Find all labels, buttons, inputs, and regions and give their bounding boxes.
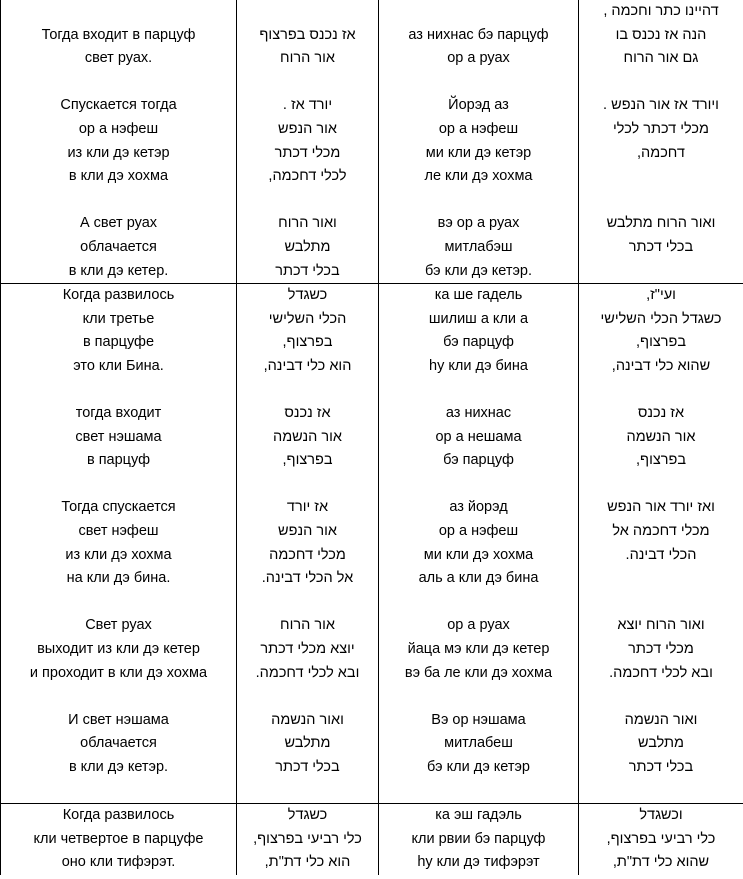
cell-line: מתלבש — [284, 238, 331, 255]
russian-cell — [1, 804, 237, 875]
cell-line — [1, 591, 236, 615]
cell-line: הנה אז נכנס בו — [615, 26, 707, 43]
cell-line — [579, 260, 743, 284]
cell-line — [1, 71, 236, 95]
cell-line — [579, 165, 743, 189]
cell-line: גם אור הרוח — [623, 50, 699, 67]
cell-line: свет нэфеш — [78, 523, 159, 540]
cell-line — [379, 780, 578, 804]
cell-line — [379, 189, 578, 213]
cell-line: בכלי דכתר — [275, 262, 340, 279]
cell-line — [1, 473, 236, 497]
cell-line: ואז יורד אור הנפש — [607, 499, 715, 516]
cell-line — [379, 71, 578, 95]
hebrew-full-cell — [579, 284, 743, 804]
cell-line — [237, 0, 378, 24]
cell-line — [379, 0, 578, 24]
cell-line: מכלי דחכמה — [269, 546, 346, 563]
cell-line: כשגדל הכלי השלישי — [600, 310, 722, 327]
cell-line: ми кли дэ кетэр — [425, 144, 532, 161]
cell-line: ועי"ז, — [646, 287, 676, 304]
cell-line: кли четвертое в парцуфе — [33, 830, 204, 847]
cell-line: в кли дэ хохма — [68, 168, 169, 185]
cell-line: בפרצוף, — [636, 334, 686, 351]
cell-line — [237, 71, 378, 95]
table-row — [1, 0, 743, 284]
cell-line: שהוא כלי דת"ת, — [612, 854, 710, 871]
cell-line: מכלי דכתר לכלי — [613, 120, 709, 137]
cell-line: облачается — [80, 735, 157, 752]
cell-line: ואור הנשמה — [624, 711, 698, 728]
cell-line — [579, 567, 743, 591]
cell-line: הוא כלי דבינה, — [263, 357, 352, 374]
cell-line: הכלי השלישי — [268, 310, 347, 327]
cell-line: Вэ ор нэшама — [431, 711, 526, 728]
cell-line: הוא כלי דת"ת, — [264, 854, 351, 871]
cell-line: Тогда входит в парцуф — [41, 26, 196, 43]
cell-line: מכלי דחכמה אל — [612, 523, 710, 540]
cell-line: бэ парцуф — [443, 334, 514, 351]
cell-line: ле кли дэ хохма — [424, 168, 533, 185]
cell-line: вэ ор а руах — [437, 215, 520, 232]
cell-line: в кли дэ кетэр. — [68, 759, 169, 775]
cell-line: ויורד אז אור הנפש . — [603, 97, 719, 114]
cell-line: и проходит в кли дэ хохма — [29, 664, 208, 681]
cell-line: אז יורד — [286, 499, 329, 516]
cell-line: מכלי דכתר — [274, 144, 341, 161]
cell-line: ор а нешама — [435, 428, 522, 445]
cell-line — [579, 780, 743, 804]
cell-line: аз нихнас бэ парцуф — [408, 26, 549, 43]
cell-line: А свет руах — [79, 215, 158, 232]
hebrew-short-cell — [237, 284, 379, 804]
cell-line: Когда развилось — [62, 287, 175, 304]
cell-line: אז נכנס — [637, 405, 685, 422]
transliteration-cell — [379, 284, 579, 804]
cell-line: митлабэш — [444, 238, 513, 255]
cell-line: בפרצוף, — [636, 452, 686, 469]
cell-line: הכלי דבינה. — [625, 546, 697, 563]
cell-line: на кли дэ бина. — [66, 570, 171, 587]
cell-line: מתלבש — [637, 735, 685, 752]
cell-line: Йорэд аз — [448, 97, 509, 114]
cell-line: ואור הרוח יוצא — [617, 617, 705, 634]
russian-cell — [1, 0, 237, 284]
table-row — [1, 804, 743, 875]
cell-line — [237, 685, 378, 709]
cell-line: יוצא מכלי דכתר — [260, 641, 355, 658]
cell-line — [1, 379, 236, 403]
cell-line: ми кли дэ хохма — [423, 546, 534, 563]
cell-line — [237, 473, 378, 497]
cell-line — [1, 189, 236, 213]
cell-line — [237, 189, 378, 213]
cell-line: в парцуфе — [82, 334, 155, 351]
cell-line: ובא לכלי דחכמה. — [609, 664, 713, 681]
cell-line: тогда входит — [75, 405, 162, 422]
cell-line — [237, 780, 378, 804]
cell-line: אור הנפש — [278, 120, 337, 137]
cell-line: ор а нэфеш — [438, 523, 519, 540]
cell-line: йаца мэ кли дэ кетер — [407, 641, 550, 658]
cell-line — [1, 685, 236, 709]
cell-line — [237, 379, 378, 403]
cell-line: бэ парцуф — [443, 452, 514, 469]
cell-line — [579, 379, 743, 403]
cell-line: אור הרוח — [280, 617, 335, 634]
cell-line: свет руах. — [84, 50, 153, 67]
cell-line: ор а руах — [447, 617, 510, 634]
cell-line: это кли Бина. — [73, 357, 164, 374]
cell-line: в кли дэ кетер. — [68, 262, 169, 279]
cell-line: бэ кли дэ кетэр. — [425, 262, 532, 279]
cell-line: בכלי דכתר — [628, 238, 694, 255]
cell-line: hу кли дэ бина — [429, 357, 528, 374]
cell-line: ор а нэфеш — [438, 120, 519, 137]
cell-line: ובא לכלי דחכמה. — [255, 664, 360, 681]
cell-line: из кли дэ кетэр — [67, 144, 170, 161]
cell-line: שהוא כלי דבינה, — [611, 357, 711, 374]
cell-line: облачается — [80, 238, 157, 255]
cell-line: בפרצוף, — [282, 334, 333, 351]
hebrew-short-cell — [237, 804, 379, 875]
cell-line: ор а нэфеш — [78, 120, 159, 137]
cell-line: מכלי דכתר — [628, 641, 694, 658]
cell-line: ка ше гадель — [434, 287, 523, 304]
hebrew-full-cell — [579, 804, 743, 875]
cell-line: ואור הרוח — [278, 215, 337, 232]
cell-line: вэ ба ле кли дэ хохма — [404, 664, 553, 681]
cell-line: аз нихнас — [445, 405, 512, 422]
cell-line — [1, 780, 236, 804]
cell-line: hу кли дэ тифэрэт — [417, 854, 540, 871]
cell-line: кли рвии бэ парцуф — [411, 830, 546, 847]
cell-line: אור הנשמה — [626, 428, 696, 445]
cell-line: аз йорэд — [449, 499, 508, 516]
cell-line: кли третье — [82, 310, 155, 327]
cell-line: כשגדל — [287, 807, 328, 824]
cell-line: ка эш гадэль — [435, 807, 522, 824]
cell-line: Тогда спускается — [61, 499, 176, 516]
cell-line — [579, 473, 743, 497]
cell-line: אז נכנס בפרצוף — [259, 26, 356, 43]
cell-line — [1, 0, 236, 24]
cell-line: בכלי דכתר — [275, 759, 340, 775]
cell-line: митлабеш — [444, 735, 513, 752]
cell-line: из кли дэ хохма — [65, 546, 172, 563]
hebrew-full-cell — [579, 0, 743, 284]
cell-line: מתלבש — [284, 735, 331, 752]
cell-line: אור הנשמה — [273, 428, 342, 445]
cell-line: אז נכנס — [284, 405, 331, 422]
cell-line: ואור הרוח מתלבש — [606, 215, 716, 232]
cell-line: דהיינו כתר וחכמה , — [603, 3, 719, 19]
cell-line: И свет нэшама — [68, 711, 169, 728]
cell-line — [379, 379, 578, 403]
cell-line: כשגדל — [287, 287, 328, 304]
cell-line — [579, 685, 743, 709]
cell-line: аль а кли дэ бина — [418, 570, 539, 587]
cell-line — [379, 685, 578, 709]
cell-line: выходит из кли дэ кетер — [37, 641, 200, 658]
cell-line: бэ кли дэ кетэр — [427, 759, 530, 775]
russian-cell — [1, 284, 237, 804]
cell-line: свет нэшама — [75, 428, 162, 445]
cell-line: Спускается тогда — [60, 97, 177, 114]
cell-line: אור הנפש — [278, 523, 337, 540]
cell-line — [379, 591, 578, 615]
cell-line: כלי רביעי בפרצוף, — [606, 830, 716, 847]
table-row — [1, 284, 743, 804]
cell-line: ор а руах — [447, 50, 510, 67]
cell-line — [237, 591, 378, 615]
cell-line: דחכמה, — [637, 144, 685, 161]
cell-line: оно кли тифэрэт. — [61, 854, 176, 871]
cell-line — [579, 189, 743, 213]
table-body — [1, 0, 743, 875]
cell-line: בפרצוף, — [282, 452, 333, 469]
cell-line: כלי רביעי בפרצוף, — [253, 830, 362, 847]
cell-line: אור הרוח — [280, 50, 335, 67]
cell-line: אל הכלי דבינה. — [261, 570, 354, 587]
cell-line: Свет руах — [85, 617, 152, 634]
cell-line: в парцуф — [86, 452, 151, 469]
cell-line — [579, 71, 743, 95]
hebrew-short-cell — [237, 0, 379, 284]
cell-line: בכלי דכתר — [628, 759, 694, 775]
transliteration-cell — [379, 0, 579, 284]
cell-line: יורד אז . — [282, 97, 333, 114]
cell-line — [579, 591, 743, 615]
cell-line: ואור הנשמה — [271, 711, 344, 728]
cell-line — [379, 473, 578, 497]
cell-line: לכלי דחכמה, — [268, 168, 347, 185]
cell-line: Когда развилось — [62, 807, 175, 824]
transliteration-cell — [379, 804, 579, 875]
cell-line: шилиш а кли а — [428, 310, 529, 327]
cell-line: וכשגדל — [639, 807, 683, 824]
